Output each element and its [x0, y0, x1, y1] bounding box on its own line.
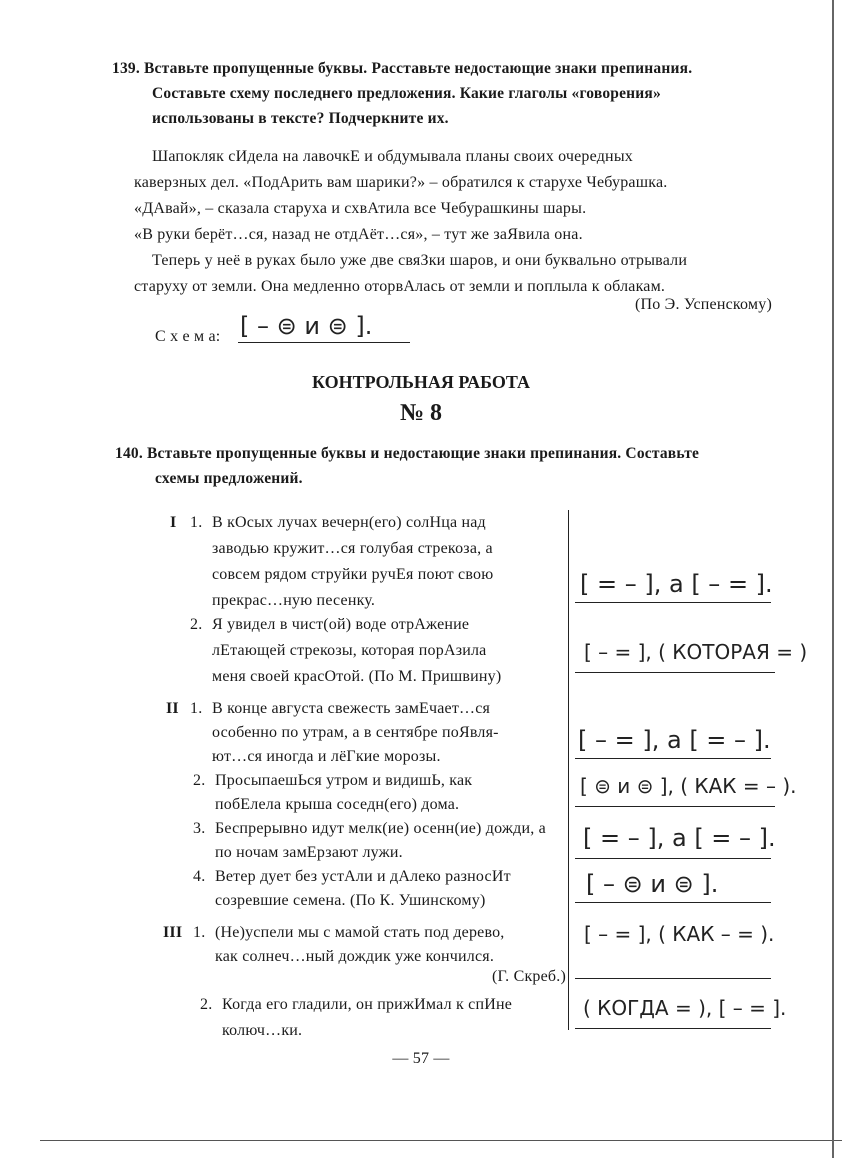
section-3-item-1-line: (Не)успели мы с мамой стать под дерево,: [215, 924, 505, 941]
section-3-item-2-line: Когда его гладили, он прижИмал к спИне: [222, 996, 513, 1013]
section-1-item-2-line: лЕтающей стрекозы, которая порАзила: [212, 642, 487, 659]
scheme-underline: [575, 902, 771, 903]
task-139-header-line-3: использованы в тексте? Подчеркните их.: [152, 110, 449, 127]
scheme-2: [ – = ], ( КОТОРАЯ = ): [584, 640, 808, 664]
task-139-text-line-3: «ДАвай», – сказала старуха и схвАтила все Чебурашкины шары.: [134, 200, 587, 217]
item-num: 1.: [193, 924, 206, 941]
scheme-column-divider: [568, 510, 569, 1030]
section-2-item-1-line: В конце августа свежесть замЕчает…ся: [212, 700, 491, 717]
section-1-item-1-line: заводью кружит…ся голубая стрекоза, а: [212, 540, 493, 557]
section-3-item-2-line: колюч…ки.: [222, 1022, 303, 1039]
section-3-item-1-line: как солнеч…ный дождик уже кончился.: [215, 948, 495, 965]
section-1-roman: I: [170, 514, 177, 531]
scheme-4: [ ⊜ и ⊜ ], ( КАК = – ).: [580, 774, 797, 798]
scan-edge-right: [832, 0, 834, 1158]
section-2-item-1-line: особенно по утрам, а в сентябре поЯвля-: [212, 724, 499, 741]
item-num: 2.: [193, 772, 206, 789]
task-139-text-line-5: Теперь у неё в руках было уже две свяЗки шаров, и они буквально отрывали: [152, 252, 688, 269]
task-139-text-line-6: старуху от земли. Она медленно оторвАлась от земли и поплыла к облакам.: [134, 278, 666, 295]
scheme-underline: [575, 758, 771, 759]
scheme-underline: [575, 602, 771, 603]
scheme-underline: [238, 342, 410, 343]
task-139-text-line-4: «В руки берёт…ся, назад не отдАёт…ся», – тут же заЯвила она.: [134, 226, 583, 243]
test-title: КОНТРОЛЬНАЯ РАБОТА: [312, 372, 530, 392]
scheme-1: [ = – ], а [ – = ].: [580, 570, 773, 598]
section-2-item-4-line: Ветер дует без устАли и дАлеко разносИт: [215, 868, 511, 885]
page-number: — 57 —: [392, 1050, 450, 1067]
task-139-header-line-1: 139. Вставьте пропущенные буквы. Расставьте недостающие знаки препинания.: [112, 60, 693, 77]
scan-edge-line: [40, 1140, 842, 1141]
section-2-item-2-line: ПросыпаешЬся утром и видишЬ, как: [215, 772, 473, 789]
section-3-roman: III: [163, 924, 183, 941]
section-2-item-3-line: по ночам замЕрзают лужи.: [215, 844, 403, 861]
scheme-label: С х е м а:: [155, 328, 221, 345]
scheme-5: [ = – ], а [ = – ].: [583, 824, 776, 852]
section-2-item-1-line: ют…ся иногда и лёГкие морозы.: [212, 748, 441, 765]
scheme-underline: [575, 1028, 771, 1029]
section-1-item-1-line: В кОсых лучах вечерн(его) солНца над: [212, 514, 486, 531]
scheme-value: [ – ⊜ и ⊜ ].: [240, 312, 373, 340]
scheme-8: ( КОГДА = ), [ – = ].: [583, 996, 787, 1020]
section-2-item-2-line: побЕлела крыша соседн(его) дома.: [215, 796, 460, 813]
section-1-item-1-line: совсем рядом струйки ручЕя поют свою: [212, 566, 494, 583]
item-num: 4.: [193, 868, 206, 885]
section-1-item-2-line: Я увидел в чист(ой) воде отрАжение: [212, 616, 470, 633]
section-1-item-1-line: прекрас…ную песенку.: [212, 592, 376, 609]
item-num: 3.: [193, 820, 206, 837]
scheme-underline: [575, 858, 771, 859]
item-num: 1.: [190, 514, 203, 531]
section-1-item-2-line: меня своей красОтой. (По М. Пришвину): [212, 668, 502, 685]
scheme-underline: [575, 806, 775, 807]
item-num: 2.: [200, 996, 213, 1013]
task-139-text-line-1: Шапокляк сИдела на лавочкЕ и обдумывала планы своих очередных: [152, 148, 633, 165]
item-num: 2.: [190, 616, 203, 633]
scheme-6: [ – ⊜ и ⊜ ].: [586, 870, 719, 898]
scheme-3: [ – = ], а [ = – ].: [578, 726, 771, 754]
task-139-header-line-2: Составьте схему последнего предложения. Какие глаголы «говорения»: [152, 85, 661, 102]
scheme-underline: [575, 978, 771, 979]
test-number: № 8: [399, 400, 443, 426]
scheme-7: [ – = ], ( КАК – = ).: [584, 922, 775, 946]
section-2-item-3-line: Беспрерывно идут мелк(ие) осенн(ие) дожди, а: [215, 820, 546, 837]
section-3-item-1-source: (Г. Скреб.): [492, 968, 566, 985]
task-140-header-line-1: 140. Вставьте пропущенные буквы и недостающие знаки препинания. Составьте: [115, 445, 700, 462]
task-139-source: (По Э. Успенскому): [635, 296, 772, 313]
task-139-text-line-2: каверзных дел. «ПодАрить вам шарики?» – обратился к старухе Чебурашка.: [134, 174, 668, 191]
section-2-item-4-line: созревшие семена. (По К. Ушинскому): [215, 892, 486, 909]
item-num: 1.: [190, 700, 203, 717]
task-140-header-line-2: схемы предложений.: [155, 470, 303, 487]
section-2-roman: II: [166, 700, 179, 717]
scheme-underline: [575, 672, 775, 673]
